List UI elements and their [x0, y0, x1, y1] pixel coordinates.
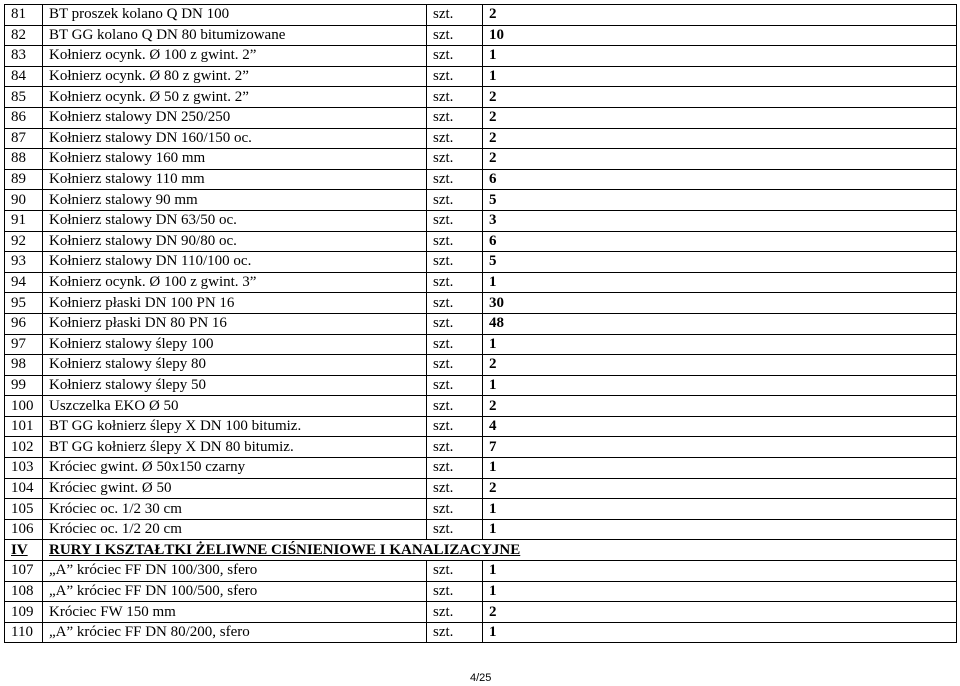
item-quantity: 1: [483, 519, 957, 540]
item-name: BT GG kołnierz ślepy X DN 80 bitumiz.: [43, 437, 427, 458]
items-table: [4, 4, 957, 643]
item-unit: szt.: [427, 519, 483, 540]
table-row: [5, 190, 957, 211]
table-row: [5, 334, 957, 355]
item-name: Kołnierz płaski DN 100 PN 16: [43, 293, 427, 314]
row-number: 83: [5, 46, 43, 67]
table-row: [5, 499, 957, 520]
row-number: 97: [5, 334, 43, 355]
row-number: 104: [5, 478, 43, 499]
table-row: [5, 210, 957, 231]
item-unit: szt.: [427, 561, 483, 582]
item-name: BT GG kołnierz ślepy X DN 100 bitumiz.: [43, 416, 427, 437]
item-quantity: 2: [483, 478, 957, 499]
item-name: BT GG kolano Q DN 80 bitumizowane: [43, 25, 427, 46]
row-number: 107: [5, 561, 43, 582]
row-number: 82: [5, 25, 43, 46]
item-name: BT proszek kolano Q DN 100: [43, 5, 427, 26]
row-number: 85: [5, 87, 43, 108]
table-row: [5, 128, 957, 149]
table-row: [5, 272, 957, 293]
item-quantity: 48: [483, 313, 957, 334]
item-quantity: 1: [483, 272, 957, 293]
item-unit: szt.: [427, 396, 483, 417]
item-unit: szt.: [427, 375, 483, 396]
row-number: 81: [5, 5, 43, 26]
row-number: 106: [5, 519, 43, 540]
item-quantity: 4: [483, 416, 957, 437]
table-row: [5, 252, 957, 273]
row-number: 84: [5, 66, 43, 87]
table-row: [5, 416, 957, 437]
item-quantity: 30: [483, 293, 957, 314]
row-number: 102: [5, 437, 43, 458]
item-name: Kołnierz ocynk. Ø 100 z gwint. 3”: [43, 272, 427, 293]
table-row: [5, 169, 957, 190]
item-quantity: 2: [483, 355, 957, 376]
item-unit: szt.: [427, 149, 483, 170]
item-quantity: 2: [483, 87, 957, 108]
item-quantity: 1: [483, 334, 957, 355]
table-row: [5, 478, 957, 499]
table-row: [5, 581, 957, 602]
row-number: 100: [5, 396, 43, 417]
item-quantity: 2: [483, 602, 957, 623]
table-row: [5, 107, 957, 128]
row-number: 96: [5, 313, 43, 334]
item-quantity: 2: [483, 149, 957, 170]
item-quantity: 2: [483, 128, 957, 149]
item-name: „A” króciec FF DN 80/200, sfero: [43, 622, 427, 643]
item-unit: szt.: [427, 169, 483, 190]
table-row: [5, 293, 957, 314]
item-unit: szt.: [427, 293, 483, 314]
item-quantity: 5: [483, 190, 957, 211]
item-name: Króciec gwint. Ø 50: [43, 478, 427, 499]
row-number: 103: [5, 458, 43, 479]
item-unit: szt.: [427, 416, 483, 437]
row-number: 87: [5, 128, 43, 149]
row-number: 86: [5, 107, 43, 128]
row-number: 92: [5, 231, 43, 252]
section-title: RURY I KSZTAŁTKI ŻELIWNE CIŚNIENIOWE I KANALIZACYJNE: [43, 540, 957, 561]
item-quantity: 10: [483, 25, 957, 46]
item-unit: szt.: [427, 355, 483, 376]
item-unit: szt.: [427, 458, 483, 479]
item-unit: szt.: [427, 46, 483, 67]
item-unit: szt.: [427, 313, 483, 334]
item-quantity: 1: [483, 622, 957, 643]
row-number: 95: [5, 293, 43, 314]
item-unit: szt.: [427, 5, 483, 26]
row-number: 109: [5, 602, 43, 623]
item-unit: szt.: [427, 272, 483, 293]
item-unit: szt.: [427, 622, 483, 643]
item-unit: szt.: [427, 602, 483, 623]
row-number: 93: [5, 252, 43, 273]
row-number: 98: [5, 355, 43, 376]
table-row: [5, 458, 957, 479]
item-quantity: 7: [483, 437, 957, 458]
item-name: Kołnierz stalowy DN 90/80 oc.: [43, 231, 427, 252]
item-unit: szt.: [427, 66, 483, 87]
item-name: Kołnierz stalowy 160 mm: [43, 149, 427, 170]
item-unit: szt.: [427, 499, 483, 520]
row-number: 88: [5, 149, 43, 170]
item-name: Kołnierz stalowy 90 mm: [43, 190, 427, 211]
item-unit: szt.: [427, 107, 483, 128]
item-name: Uszczelka EKO Ø 50: [43, 396, 427, 417]
item-name: Króciec oc. 1/2 30 cm: [43, 499, 427, 520]
item-name: Kołnierz stalowy ślepy 80: [43, 355, 427, 376]
item-quantity: 1: [483, 581, 957, 602]
item-quantity: 6: [483, 169, 957, 190]
item-name: Kołnierz stalowy DN 63/50 oc.: [43, 210, 427, 231]
table-row: [5, 622, 957, 643]
table-row: [5, 5, 957, 26]
item-quantity: 5: [483, 252, 957, 273]
item-name: Kołnierz stalowy ślepy 50: [43, 375, 427, 396]
item-name: Kołnierz stalowy DN 250/250: [43, 107, 427, 128]
section-number: IV: [5, 540, 43, 561]
table-row: [5, 231, 957, 252]
row-number: 89: [5, 169, 43, 190]
item-name: Króciec gwint. Ø 50x150 czarny: [43, 458, 427, 479]
section-body: [5, 540, 957, 561]
items-body-bottom: [5, 561, 957, 643]
page-number: 4/25: [470, 672, 492, 684]
table-row: [5, 25, 957, 46]
table-row: [5, 437, 957, 458]
item-name: „A” króciec FF DN 100/500, sfero: [43, 581, 427, 602]
item-name: Króciec oc. 1/2 20 cm: [43, 519, 427, 540]
item-name: „A” króciec FF DN 100/300, sfero: [43, 561, 427, 582]
table-row: [5, 602, 957, 623]
row-number: 99: [5, 375, 43, 396]
table-row: [5, 355, 957, 376]
item-quantity: 2: [483, 396, 957, 417]
item-name: Kołnierz stalowy DN 110/100 oc.: [43, 252, 427, 273]
table-row: [5, 46, 957, 67]
item-quantity: 2: [483, 107, 957, 128]
item-name: Kołnierz ocynk. Ø 80 z gwint. 2”: [43, 66, 427, 87]
table-row: [5, 561, 957, 582]
row-number: 105: [5, 499, 43, 520]
table-row: [5, 313, 957, 334]
items-body-top: [5, 5, 957, 540]
item-unit: szt.: [427, 210, 483, 231]
table-row: [5, 396, 957, 417]
item-quantity: 3: [483, 210, 957, 231]
item-quantity: 1: [483, 46, 957, 67]
row-number: 108: [5, 581, 43, 602]
row-number: 110: [5, 622, 43, 643]
table-row: [5, 87, 957, 108]
item-unit: szt.: [427, 334, 483, 355]
item-unit: szt.: [427, 87, 483, 108]
item-quantity: 1: [483, 561, 957, 582]
item-unit: szt.: [427, 252, 483, 273]
table-row: [5, 375, 957, 396]
item-quantity: 1: [483, 375, 957, 396]
item-unit: szt.: [427, 25, 483, 46]
item-unit: szt.: [427, 190, 483, 211]
table-row: [5, 66, 957, 87]
item-quantity: 1: [483, 66, 957, 87]
row-number: 91: [5, 210, 43, 231]
table-row: [5, 519, 957, 540]
item-quantity: 1: [483, 499, 957, 520]
item-name: Kołnierz stalowy 110 mm: [43, 169, 427, 190]
item-quantity: 6: [483, 231, 957, 252]
item-quantity: 2: [483, 5, 957, 26]
item-name: Króciec FW 150 mm: [43, 602, 427, 623]
item-name: Kołnierz stalowy DN 160/150 oc.: [43, 128, 427, 149]
item-quantity: 1: [483, 458, 957, 479]
item-unit: szt.: [427, 478, 483, 499]
row-number: 101: [5, 416, 43, 437]
item-name: Kołnierz stalowy ślepy 100: [43, 334, 427, 355]
item-unit: szt.: [427, 128, 483, 149]
item-name: Kołnierz ocynk. Ø 100 z gwint. 2”: [43, 46, 427, 67]
item-name: Kołnierz ocynk. Ø 50 z gwint. 2”: [43, 87, 427, 108]
section-row: [5, 540, 957, 561]
row-number: 90: [5, 190, 43, 211]
table-row: [5, 149, 957, 170]
item-unit: szt.: [427, 581, 483, 602]
item-name: Kołnierz płaski DN 80 PN 16: [43, 313, 427, 334]
item-unit: szt.: [427, 231, 483, 252]
row-number: 94: [5, 272, 43, 293]
item-unit: szt.: [427, 437, 483, 458]
